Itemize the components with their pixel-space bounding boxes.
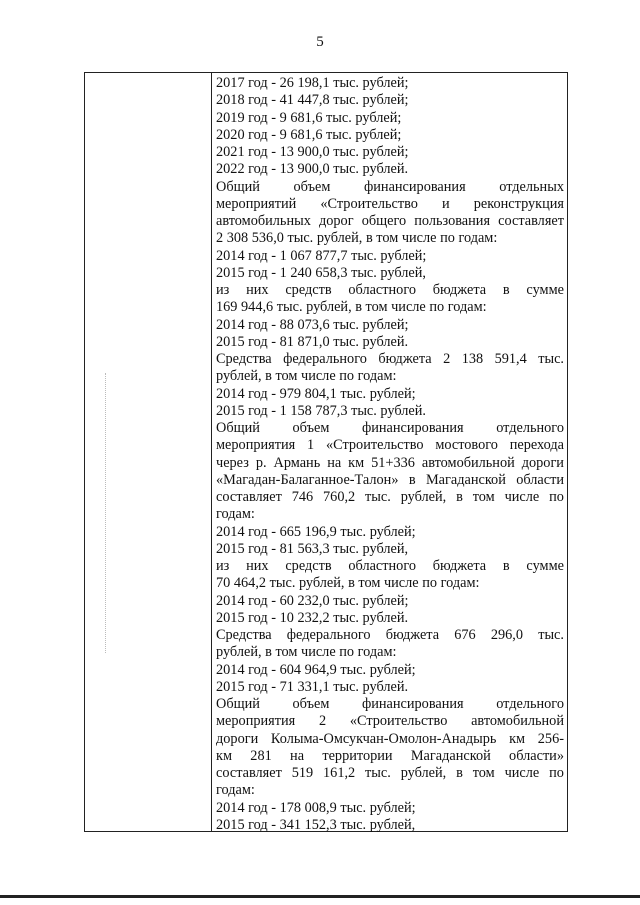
text-line: 2015 год - 1 240 658,3 тыс. рублей,	[216, 264, 426, 281]
text-line: рублей, в том числе по годам:	[216, 368, 397, 385]
text-line: 2015 год - 71 331,1 тыс. рублей.	[216, 678, 409, 695]
text-line: мероприятия 2 «Строительство автомобильной	[216, 713, 564, 730]
text-line: 2014 год - 665 196,9 тыс. рублей;	[216, 523, 416, 540]
table-left-column	[85, 73, 212, 831]
page-bottom-rule	[0, 895, 640, 898]
text-line: из них средств областного бюджета в сумме	[216, 282, 564, 298]
text-line: 2015 год - 81 871,0 тыс. рублей.	[216, 333, 409, 350]
text-line: дороги Колыма-Омсукчан-Омолон-Анадырь км 256-	[216, 730, 564, 747]
page-number: 5	[316, 34, 324, 50]
text-line: 2022 год - 13 900,0 тыс. рублей.	[216, 161, 409, 178]
text-line: составляет 519 161,2 тыс. рублей, в том числе по	[216, 765, 564, 781]
text-line: 169 944,6 тыс. рублей, в том числе по годам:	[216, 299, 487, 316]
text-line: Общий объем финансирования отдельных	[216, 178, 564, 195]
document-table	[84, 72, 568, 832]
text-line: Общий объем финансирования отдельного	[216, 696, 564, 712]
table-text-cell	[216, 75, 564, 834]
text-line: автомобильных дорог общего пользования составляет	[216, 213, 564, 229]
text-line: 2014 год - 178 008,9 тыс. рублей;	[216, 799, 416, 816]
text-line: 70 464,2 тыс. рублей, в том числе по годам:	[216, 575, 480, 592]
text-line: 2017 год - 26 198,1 тыс. рублей;	[216, 75, 409, 91]
text-line: 2018 год - 41 447,8 тыс. рублей;	[216, 92, 409, 109]
text-line: Средства федерального бюджета 676 296,0 тыс.	[216, 627, 564, 643]
text-line: 2014 год - 1 067 877,7 тыс. рублей;	[216, 247, 427, 264]
scan-artifact	[105, 373, 106, 653]
text-line: из них средств областного бюджета в сумме	[216, 558, 564, 574]
text-line: Средства федерального бюджета 2 138 591,4 тыс.	[216, 351, 564, 367]
text-line: 2014 год - 979 804,1 тыс. рублей;	[216, 385, 416, 402]
text-line: 2014 год - 60 232,0 тыс. рублей;	[216, 592, 409, 609]
text-line: 2019 год - 9 681,6 тыс. рублей;	[216, 109, 402, 126]
text-line: составляет 746 760,2 тыс. рублей, в том числе по	[216, 489, 564, 505]
text-line: 2020 год - 9 681,6 тыс. рублей;	[216, 126, 402, 143]
text-line: 2 308 536,0 тыс. рублей, в том числе по годам:	[216, 230, 498, 247]
text-line: Общий объем финансирования отдельного	[216, 420, 564, 436]
text-line: 2014 год - 88 073,6 тыс. рублей;	[216, 316, 409, 333]
text-line: 2015 год - 81 563,3 тыс. рублей,	[216, 540, 409, 557]
text-line: мероприятия 1 «Строительство мостового перехода	[216, 437, 564, 454]
text-line: 2021 год - 13 900,0 тыс. рублей;	[216, 144, 409, 160]
text-line: 2015 год - 341 152,3 тыс. рублей,	[216, 816, 416, 833]
text-line: мероприятий «Строительство и реконструкция	[216, 195, 564, 212]
text-line: через р. Армань на км 51+336 автомобильной дороги	[216, 454, 564, 471]
text-line: км 281 на территории Магаданской области»	[216, 747, 564, 764]
text-line: 2015 год - 1 158 787,3 тыс. рублей.	[216, 402, 426, 419]
text-line: рублей, в том числе по годам:	[216, 644, 397, 661]
text-line: «Магадан-Балаганное-Талон» в Магаданской области	[216, 471, 564, 488]
text-line: 2014 год - 604 964,9 тыс. рублей;	[216, 661, 416, 678]
text-line: годам:	[216, 782, 255, 799]
text-line: годам:	[216, 506, 255, 523]
text-line: 2015 год - 10 232,2 тыс. рублей.	[216, 609, 409, 626]
